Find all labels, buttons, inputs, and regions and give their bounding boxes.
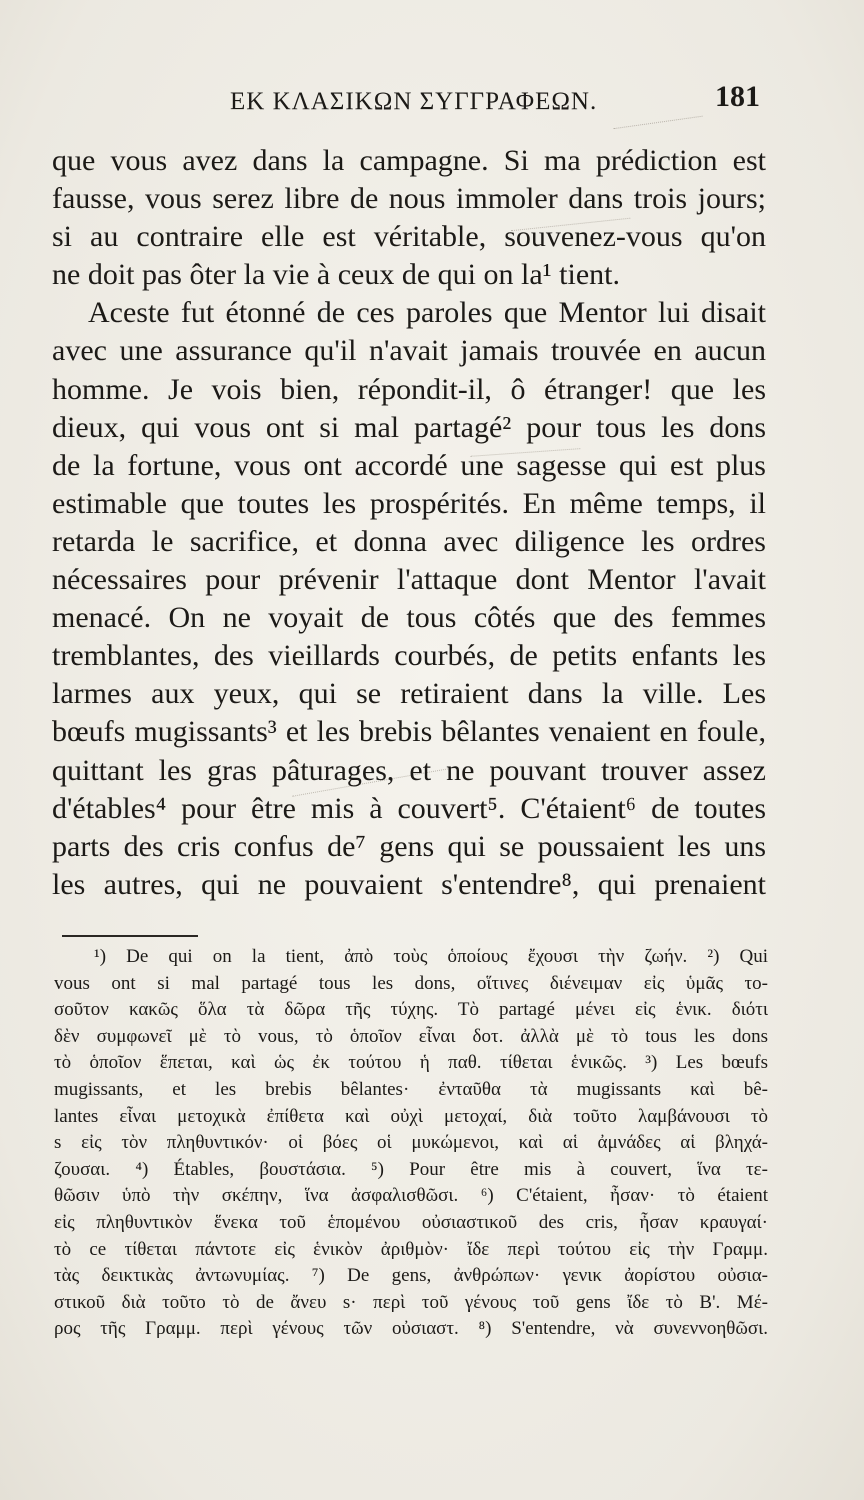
- body-text: [52, 142, 766, 904]
- body-line: larmes aux yeux, qui se retiraient dans la ville. Les: [52, 677, 766, 711]
- body-line: fausse, vous serez libre de nous immoler dans trois jours;: [52, 182, 766, 216]
- footnote-divider: [62, 935, 198, 937]
- footnote-line: ¹) De qui on la tient, ἀπὸ τοὺς ὁποίους ἔχουσι τὴν ζωήν. ²) Qui: [94, 946, 768, 967]
- body-line: bœufs mugissants³ et les brebis bêlantes venaient en foule,: [52, 715, 766, 749]
- body-line: homme. Je vois bien, répondit-il, ô étranger! que les: [52, 372, 766, 406]
- footnote-line: ζουσαι. ⁴) Étables, βουστάσια. ⁵) Pour être mis à couvert, ἵνα τε-: [54, 1158, 768, 1180]
- footnote-line: ρος τῆς Γραμμ. περὶ γένους τῶν οὐσιαστ. ⁸) S'entendre, νὰ συνεννοηθῶσι.: [54, 1318, 768, 1340]
- body-line: tremblantes, des vieillards courbés, de petits enfants les: [52, 639, 766, 673]
- body-line: menacé. On ne voyait de tous côtés que des femmes: [52, 601, 766, 635]
- footnote-line: lantes εἶναι μετοχικὰ ἐπίθετα καὶ οὐχὶ μετοχαί, διὰ τοῦτο λαμβάνουσι τὸ: [54, 1105, 768, 1127]
- page-number: 181: [715, 80, 760, 113]
- footnote-line: τὸ ce τίθεται πάντοτε εἰς ἑνικὸν ἀριθμὸν· ἴδε περὶ τούτου εἰς τὴν Γραμμ.: [54, 1238, 768, 1260]
- footnote-line: σοῦτον κακῶς ὅλα τὰ δῶρα τῆς τύχης. Τὸ partagé μένει εἰς ἑνικ. διότι: [54, 999, 768, 1021]
- footnote-line: s εἰς τὸν πληθυντικόν· οἱ βόες οἱ μυκώμενοι, καὶ αἱ ἀμνάδες αἱ βληχά-: [54, 1132, 768, 1154]
- footnote-line: τὸ ὁποῖον ἕπεται, καὶ ὡς ἐκ τούτου ἡ παθ. τίθεται ἑνικῶς. ³) Les bœufs: [54, 1052, 768, 1074]
- footnote-line: θῶσιν ὑπὸ τὴν σκέπην, ἵνα ἀσφαλισθῶσι. ⁶) C'étaient, ἦσαν· τὸ étaient: [54, 1185, 768, 1207]
- body-line: quittant les gras pâturages, et ne pouvant trouver assez: [52, 753, 766, 787]
- footnote-line: στικοῦ διὰ τοῦτο τὸ de ἄνευ s· περὶ τοῦ γένους τοῦ gens ἴδε τὸ Β'. Μέ-: [54, 1291, 768, 1313]
- body-line: avec une assurance qu'il n'avait jamais trouvée en aucun: [52, 334, 766, 368]
- body-line: si au contraire elle est véritable, souvenez-vous qu'on: [52, 220, 766, 254]
- body-line: Aceste fut étonné de ces paroles que Mentor lui disait: [88, 296, 766, 330]
- body-line: que vous avez dans la campagne. Si ma prédiction est: [52, 144, 766, 177]
- body-line: les autres, qui ne pouvaient s'entendre⁸, qui prenaient: [52, 867, 766, 901]
- body-line: parts des cris confus de⁷ gens qui se poussaient les uns: [52, 829, 766, 863]
- body-line: de la fortune, vous ont accordé une sagesse qui est plus: [52, 448, 766, 482]
- body-line: retarda le sacrifice, et donna avec diligence les ordres: [52, 524, 766, 558]
- footnote-line: vous ont si mal partagé tous les dons, οἵτινες διένειμαν εἰς ὑμᾶς το-: [54, 972, 768, 994]
- body-line: nécessaires pour prévenir l'attaque dont Mentor l'avait: [52, 563, 766, 597]
- running-title: ΕΚ ΚΛΑΣΙΚΩΝ ΣΥΓΓΡΑΦΕΩΝ.: [230, 88, 598, 115]
- footnote-line: τὰς δεικτικὰς ἀντωνυμίας. ⁷) De gens, ἀνθρώπων· γενικ ἀορίστου οὐσια-: [54, 1265, 768, 1287]
- footnote-line: εἰς πληθυντικὸν ἕνεκα τοῦ ἑπομένου οὐσιαστικοῦ des cris, ἦσαν κραυγαί·: [54, 1211, 768, 1233]
- footnote-line: δὲν συμφωνεῖ μὲ τὸ vous, τὸ ὁποῖον εἶναι δοτ. ἀλλὰ μὲ τὸ tous les dons: [54, 1025, 768, 1047]
- footnotes: [54, 944, 768, 1343]
- footnote-line: mugissants, et les brebis bêlantes· ἐνταῦθα τὰ mugissants καὶ bê-: [54, 1078, 768, 1100]
- body-line: d'étables⁴ pour être mis à couvert⁵. C'étaient⁶ de toutes: [52, 791, 766, 825]
- body-line: dieux, qui vous ont si mal partagé² pour tous les dons: [52, 410, 766, 444]
- body-line: ne doit pas ôter la vie à ceux de qui on la¹ tient.: [52, 258, 620, 292]
- body-line: estimable que toutes les prospérités. En même temps, il: [52, 486, 766, 520]
